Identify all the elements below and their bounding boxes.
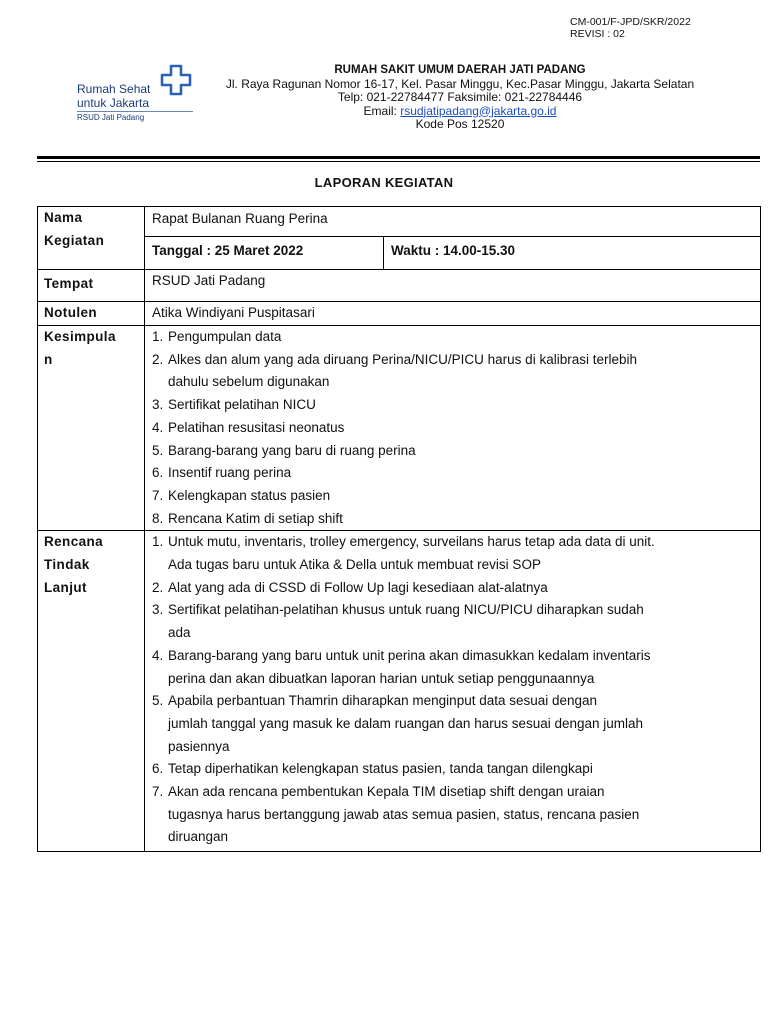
label-line: Kesimpula (44, 329, 116, 344)
value-notulen: Atika Windiyani Puspitasari (145, 302, 761, 326)
list-line: ada (168, 625, 191, 641)
list-number: 2. (152, 351, 164, 367)
label-notulen: Notulen (38, 302, 145, 326)
header-rule-thick (37, 156, 760, 159)
logo-line-3: RSUD Jati Padang (77, 113, 145, 122)
activity-date: Tanggal : 25 Maret 2022 (145, 237, 384, 269)
follow-up-item (152, 599, 760, 644)
list-number: 1. (152, 534, 164, 550)
label-line: Lanjut (44, 579, 87, 595)
activity-name: Rapat Bulanan Ruang Perina (152, 211, 328, 226)
follow-up-item (152, 577, 760, 600)
revision-code: REVISI : 02 (570, 28, 625, 40)
label-line: Nama (44, 210, 83, 225)
hospital-email-line (206, 105, 714, 119)
postal-code: Kode Pos 12520 (415, 117, 505, 131)
list-line: Insentif ruang perina (168, 465, 292, 481)
email-link[interactable]: rsudjatipadang@jakarta.go.id (400, 103, 557, 118)
list-line: Sertifikat pelatihan NICU (168, 397, 316, 413)
follow-up-item (152, 690, 760, 758)
report-table (37, 206, 761, 852)
list-number: 6. (152, 465, 164, 481)
label-nama-kegiatan (38, 207, 145, 270)
list-line: Ada tugas baru untuk Atika & Della untuk membuat revisi SOP (168, 557, 541, 573)
activity-time: Waktu : 14.00-15.30 (391, 243, 516, 258)
form-code: CM-001/F-JPD/SKR/2022 (570, 16, 691, 28)
label-line: Rencana (44, 534, 104, 550)
list-number: 3. (152, 602, 164, 618)
conclusion-item (152, 485, 760, 508)
cross-icon (159, 63, 193, 97)
list-number: 4. (152, 647, 164, 663)
list-number: 7. (152, 784, 164, 800)
hospital-phone: Telp: 021-22784477 Faksimile: 021-22784446 (337, 90, 583, 104)
list-line: Alat yang ada di CSSD di Follow Up lagi kesediaan alat-alatnya (168, 579, 548, 595)
follow-up-item (152, 645, 760, 690)
conclusion-item (152, 417, 760, 440)
list-line: perina dan akan dibuatkan laporan harian untuk setiap penggunaannya (168, 670, 595, 686)
value-nama-kegiatan (145, 207, 761, 270)
list-line: diruangan (168, 829, 229, 845)
follow-up-item (152, 531, 760, 576)
row-kesimpulan (38, 326, 761, 531)
label-rencana-tindak-lanjut (38, 531, 145, 852)
email-label: Email: (363, 103, 401, 118)
follow-up-item (152, 758, 760, 781)
label-tempat: Tempat (38, 270, 145, 302)
list-line: Untuk mutu, inventaris, trolley emergency, surveilans harus tetap ada data di unit. (168, 534, 655, 550)
list-number: 6. (152, 761, 164, 777)
follow-up-list (152, 531, 760, 849)
value-tempat: RSUD Jati Padang (145, 270, 761, 302)
row-notulen (38, 302, 761, 326)
logo-line-2: untuk Jakarta (77, 96, 150, 110)
conclusion-item (152, 394, 760, 417)
value-kesimpulan (145, 326, 761, 531)
row-rencana-tindak-lanjut (38, 531, 761, 852)
list-number: 4. (152, 419, 164, 435)
hospital-name: RUMAH SAKIT UMUM DAERAH JATI PADANG (334, 64, 586, 76)
list-line: Kelengkapan status pasien (168, 487, 331, 503)
follow-up-item (152, 781, 760, 849)
header-rule-thin (37, 161, 760, 162)
document-code (570, 16, 691, 40)
date-time-row (145, 236, 760, 269)
letterhead (206, 64, 714, 132)
logo-line-1: Rumah Sehat (77, 82, 151, 96)
list-number: 8. (152, 510, 164, 526)
list-line: Alkes dan alum yang ada diruang Perina/NICU/PICU harus di kalibrasi terlebih (168, 351, 637, 367)
list-line: Rencana Katim di setiap shift (168, 510, 343, 526)
list-line: jumlah tanggal yang masuk ke dalam ruangan dan harus sesuai dengan jumlah (168, 715, 644, 731)
list-line: Barang-barang yang baru untuk unit perina akan dimasukkan kedalam inventaris (168, 647, 651, 663)
list-line: tugasnya harus bertanggung jawab atas semua pasien, status, rencana pasien (168, 806, 640, 822)
list-number: 1. (152, 329, 164, 344)
list-line: Akan ada rencana pembentukan Kepala TIM disetiap shift dengan uraian (168, 784, 605, 800)
logo-divider (77, 111, 193, 112)
label-line: n (44, 351, 53, 367)
label-kesimpulan (38, 326, 145, 531)
list-number: 5. (152, 693, 164, 709)
list-line: Pengumpulan data (168, 329, 282, 344)
conclusion-item (152, 508, 760, 531)
list-line: Barang-barang yang baru di ruang perina (168, 442, 416, 458)
list-line: Pelatihan resusitasi neonatus (168, 419, 345, 435)
conclusion-item (152, 349, 760, 394)
conclusion-item (152, 462, 760, 485)
list-line: Apabila perbantuan Thamrin diharapkan menginput data sesuai dengan (168, 693, 598, 709)
list-line: pasiennya (168, 738, 230, 754)
list-number: 7. (152, 487, 164, 503)
list-number: 5. (152, 442, 164, 458)
list-line: Sertifikat pelatihan-pelatihan khusus untuk ruang NICU/PICU diharapkan sudah (168, 602, 644, 618)
list-number: 2. (152, 579, 164, 595)
list-line: Tetap diperhatikan kelengkapan status pasien, tanda tangan dilengkapi (168, 761, 593, 777)
conclusion-item (152, 326, 760, 349)
row-nama-kegiatan (38, 207, 761, 270)
list-number: 3. (152, 397, 164, 413)
list-line: dahulu sebelum digunakan (168, 374, 330, 390)
value-rencana-tindak-lanjut (145, 531, 761, 852)
label-line: Tindak (44, 557, 90, 573)
conclusion-list (152, 326, 760, 530)
report-title: LAPORAN KEGIATAN (314, 175, 454, 190)
label-line: Kegiatan (44, 232, 105, 248)
hospital-address: Jl. Raya Ragunan Nomor 16-17, Kel. Pasar Minggu, Kec.Pasar Minggu, Jakarta Selatan (225, 76, 695, 91)
hospital-logo (74, 62, 204, 128)
row-tempat (38, 270, 761, 302)
conclusion-item (152, 440, 760, 463)
